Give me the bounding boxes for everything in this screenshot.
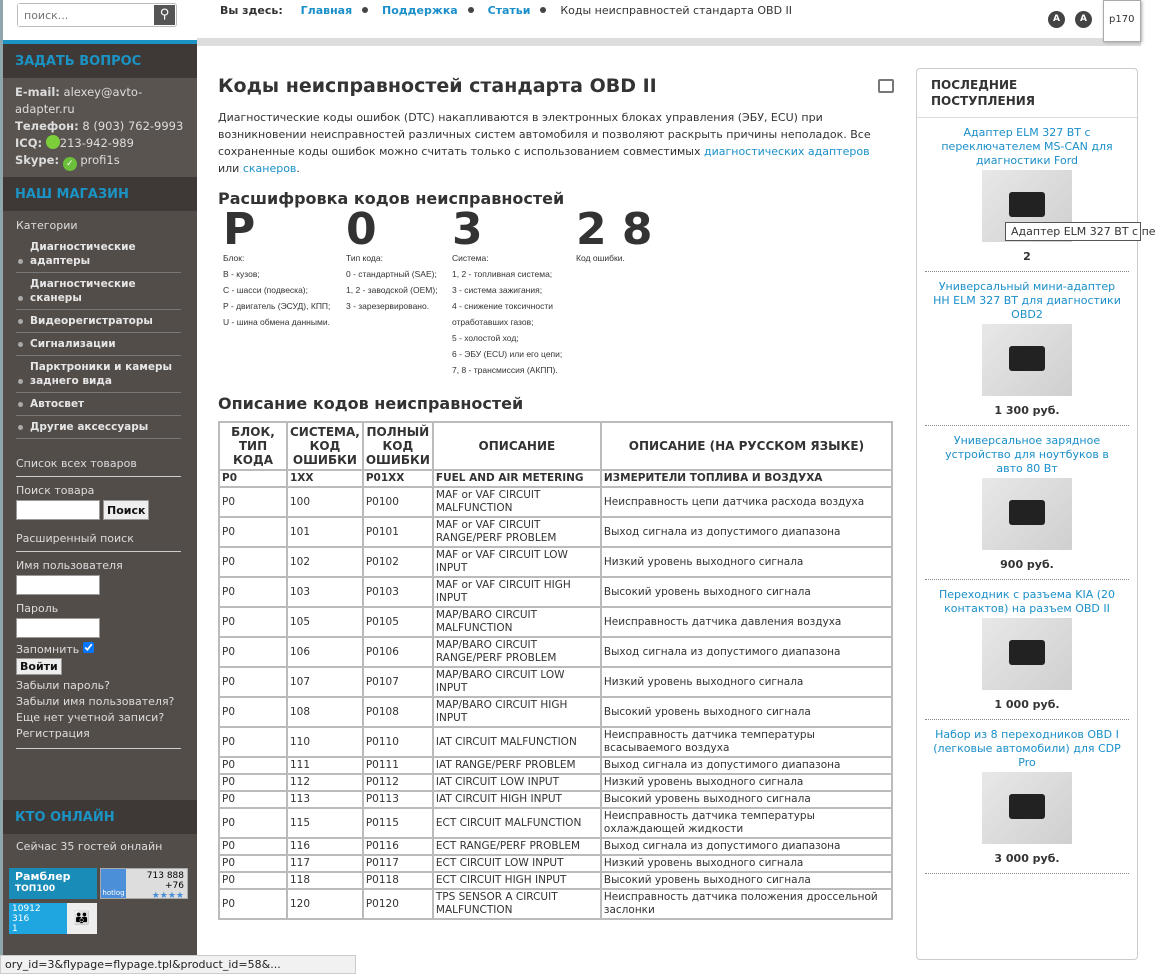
decode-line: Код ошибки. <box>576 253 625 263</box>
code-decode <box>218 204 894 382</box>
table-cell: Низкий уровень выходного сигнала <box>601 667 892 697</box>
table-row <box>219 774 892 791</box>
table-cell: IAT CIRCUIT HIGH INPUT <box>433 791 601 808</box>
table-cell: MAP/BARO CIRCUIT RANGE/PERF PROBLEM <box>433 637 601 667</box>
breadcrumb: Вы здесь: Главная Поддержка Статьи Коды неисправностей стандарта OBD II <box>220 4 793 17</box>
table-row <box>219 547 892 577</box>
code-char: 0 <box>346 204 377 255</box>
table-cell: P0111 <box>363 757 433 774</box>
table-cell: P0106 <box>363 637 433 667</box>
table-cell: IAT CIRCUIT MALFUNCTION <box>433 727 601 757</box>
decode-line: C - шасси (подвеска); <box>223 285 309 295</box>
forgot-password-link[interactable]: Забыли пароль? <box>16 679 110 692</box>
column-header: ОПИСАНИЕ (НА РУССКОМ ЯЗЫКЕ) <box>601 422 892 470</box>
article <box>218 75 894 920</box>
remember-checkbox[interactable] <box>83 642 94 653</box>
table-cell: 1XX <box>287 470 363 487</box>
latest-products <box>916 68 1138 960</box>
table-cell: P0116 <box>363 838 433 855</box>
email: alexey@avto-adapter.ru <box>15 85 143 116</box>
password-input[interactable] <box>16 618 100 638</box>
table-cell: ECT RANGE/PERF PROBLEM <box>433 838 601 855</box>
table-cell: P0 <box>219 607 287 637</box>
top-bar <box>197 0 1141 46</box>
table-cell: Неисправность датчика давления воздуха <box>601 607 892 637</box>
product-image[interactable] <box>982 478 1072 550</box>
category-item[interactable]: Парктроники и камеры заднего вида <box>16 356 181 393</box>
rambler-counter[interactable]: Рамблер ТОП100 <box>9 868 97 899</box>
table-cell: 102 <box>287 547 363 577</box>
decode-column <box>346 204 438 314</box>
table-cell: MAP/BARO CIRCUIT MALFUNCTION <box>433 607 601 637</box>
product-item <box>925 118 1129 272</box>
table-cell: P0 <box>219 637 287 667</box>
hotlog-counter[interactable]: hotlog 713 888 +76 ★★★★ <box>100 868 188 899</box>
remember-label: Запомнить <box>16 643 80 656</box>
table-cell: FUEL AND AIR METERING <box>433 470 601 487</box>
decode-line: 5 - холостой ход; <box>452 333 519 343</box>
table-row <box>219 838 892 855</box>
contacts: E-mail: alexey@avto-adapter.ru Телефон: 8 (903) 762-9993 ICQ: 213-942-989 Skype: ✓ profi1s <box>3 78 197 177</box>
no-account-text: Еще нет учетной записи? <box>16 711 165 724</box>
table-row <box>219 808 892 838</box>
search-input[interactable] <box>18 4 148 26</box>
table-cell: P0 <box>219 667 287 697</box>
table-cell: Высокий уровень выходного сигнала <box>601 872 892 889</box>
ask-heading: ЗАДАТЬ ВОПРОС <box>3 44 197 78</box>
product-search-button[interactable]: Поиск <box>103 500 149 520</box>
table-cell: P0108 <box>363 697 433 727</box>
table-cell: IAT RANGE/PERF PROBLEM <box>433 757 601 774</box>
skype-icon: ✓ <box>63 157 77 171</box>
liveinternet-counter[interactable]: 10912 316 1 👪 <box>9 903 97 934</box>
table-cell: P0 <box>219 697 287 727</box>
table-cell: 105 <box>287 607 363 637</box>
table-row <box>219 517 892 547</box>
table-cell: 115 <box>287 808 363 838</box>
table-cell: P0113 <box>363 791 433 808</box>
table-cell: P0120 <box>363 889 433 919</box>
table-cell: Выход сигнала из допустимого диапазона <box>601 517 892 547</box>
table-row <box>219 872 892 889</box>
decode-line: Тип кода: <box>346 253 383 263</box>
table-cell: P0100 <box>363 487 433 517</box>
table-cell: 110 <box>287 727 363 757</box>
product-price: 3 000 руб. <box>994 852 1060 865</box>
table-cell: P0 <box>219 855 287 872</box>
decode-line: 3 - зарезервировано. <box>346 301 430 311</box>
table-cell: 101 <box>287 517 363 547</box>
code-char: P <box>223 204 256 255</box>
table-cell: Неисправность датчика положения дроссельной заслонки <box>601 889 892 919</box>
table-cell: Низкий уровень выходного сигнала <box>601 855 892 872</box>
breadcrumb-home[interactable]: Главная <box>300 4 353 17</box>
table-row <box>219 577 892 607</box>
table-cell: Неисправность датчика температуры всасываемого воздуха <box>601 727 892 757</box>
category-item[interactable]: Диагностические адаптеры <box>16 236 181 273</box>
table-cell: MAP/BARO CIRCUIT HIGH INPUT <box>433 697 601 727</box>
table-cell: P0 <box>219 547 287 577</box>
category-item[interactable]: Сигнализации <box>16 333 181 356</box>
status-bar-url: ory_id=3&flypage=flypage.tpl&product_id=58&... <box>0 955 356 974</box>
product-tooltip: Адаптер ELM 327 BT с пе <box>1005 222 1141 241</box>
table-cell: P0 <box>219 487 287 517</box>
decode-line: 4 - снижение токсичности <box>452 301 553 311</box>
column-header: СИСТЕМА, КОД ОШИБКИ <box>287 422 363 470</box>
username-input[interactable] <box>16 575 100 595</box>
font-decrease-button[interactable]: A <box>1048 11 1065 28</box>
product-item <box>925 426 1129 580</box>
table-cell: MAP/BARO CIRCUIT LOW INPUT <box>433 667 601 697</box>
table-row <box>219 791 892 808</box>
decode-column <box>452 204 563 378</box>
decode-column <box>223 204 331 330</box>
table-cell: MAF or VAF CIRCUIT MALFUNCTION <box>433 487 601 517</box>
decode-line: отработавших газов; <box>452 317 534 327</box>
decode-line: Блок: <box>223 253 245 263</box>
decode-line: 0 - стандартный (SAE); <box>346 269 437 279</box>
table-cell: MAF or VAF CIRCUIT RANGE/PERF PROBLEM <box>433 517 601 547</box>
decode-line: 7, 8 - трансмиссия (АКПП). <box>452 365 558 375</box>
table-cell: P0 <box>219 838 287 855</box>
product-link[interactable]: Универсальный мини-адаптер HH ELM 327 BT для диагностики OBD2 <box>933 280 1121 321</box>
decode-line: 1, 2 - заводской (OEM); <box>346 285 438 295</box>
table-cell: P0 <box>219 791 287 808</box>
phone: 8 (903) 762-9993 <box>82 119 184 133</box>
column-header: ОПИСАНИЕ <box>433 422 601 470</box>
table-cell: P0 <box>219 872 287 889</box>
product-price: 2 <box>1023 250 1031 263</box>
table-row <box>219 667 892 697</box>
table-cell: P0102 <box>363 547 433 577</box>
decode-line: U - шина обмена данными. <box>223 317 330 327</box>
decode-line: P - двигатель (ЭСУД), КПП; <box>223 301 331 311</box>
table-cell: P0107 <box>363 667 433 697</box>
code-char: 3 <box>452 204 483 255</box>
category-item[interactable]: Видеорегистраторы <box>16 310 181 333</box>
advanced-search-link[interactable]: Расширенный поиск <box>16 532 181 552</box>
table-cell: 120 <box>287 889 363 919</box>
codes-table <box>218 421 893 920</box>
all-products-link[interactable]: Список всех товаров <box>16 457 181 477</box>
breadcrumb-support[interactable]: Поддержка <box>382 4 458 17</box>
table-cell: ECT CIRCUIT LOW INPUT <box>433 855 601 872</box>
table-cell: P0 <box>219 577 287 607</box>
username-label: Имя пользователя <box>16 559 123 572</box>
product-link[interactable]: Переходник с разъема KIA (20 контактов) на разъем OBD II <box>938 588 1116 615</box>
search-box <box>17 3 177 27</box>
page-title: Коды неисправностей стандарта OBD II <box>218 75 657 97</box>
forgot-username-link[interactable]: Забыли имя пользователя? <box>16 695 175 708</box>
product-image[interactable] <box>982 772 1072 844</box>
table-cell: Высокий уровень выходного сигнала <box>601 697 892 727</box>
product-price: 900 руб. <box>1000 558 1054 571</box>
left-sidebar <box>0 0 197 974</box>
decode-line: 1, 2 - топливная система; <box>452 269 553 279</box>
table-cell: ECT CIRCUIT HIGH INPUT <box>433 872 601 889</box>
product-link[interactable]: Универсальное зарядное устройство для ноутбуков в авто 80 Вт <box>945 434 1109 475</box>
table-cell: 107 <box>287 667 363 697</box>
password-label: Пароль <box>16 602 59 615</box>
product-image[interactable] <box>982 618 1072 690</box>
product-item <box>925 720 1129 874</box>
table-cell: TPS SENSOR A CIRCUIT MALFUNCTION <box>433 889 601 919</box>
adapters-link[interactable]: диагностических адаптеров <box>703 145 870 158</box>
table-cell: Высокий уровень выходного сигнала <box>601 577 892 607</box>
category-item[interactable]: Другие аксессуары <box>16 416 181 439</box>
table-cell: P0117 <box>363 855 433 872</box>
table-cell: MAF or VAF CIRCUIT LOW INPUT <box>433 547 601 577</box>
icq-icon <box>46 135 60 149</box>
table-cell: Выход сигнала из допустимого диапазона <box>601 757 892 774</box>
table-cell: Выход сигнала из допустимого диапазона <box>601 838 892 855</box>
table-cell: 103 <box>287 577 363 607</box>
online-text: Сейчас 35 гостей онлайн <box>16 840 163 853</box>
product-price: 1 300 руб. <box>994 404 1060 417</box>
product-search-input[interactable] <box>16 500 100 520</box>
table-cell: Выход сигнала из допустимого диапазона <box>601 637 892 667</box>
table-cell: P0101 <box>363 517 433 547</box>
category-item[interactable]: Диагностические сканеры <box>16 273 181 310</box>
breadcrumb-articles[interactable]: Статьи <box>487 4 531 17</box>
table-row <box>219 637 892 667</box>
register-link[interactable]: Регистрация <box>16 726 181 749</box>
product-price: 1 000 руб. <box>994 698 1060 711</box>
categories-label: Категории <box>16 219 78 232</box>
search-icon[interactable]: ⚲ <box>154 5 175 25</box>
table-row <box>219 727 892 757</box>
table-cell: 106 <box>287 637 363 667</box>
product-image[interactable] <box>982 324 1072 396</box>
decode-line: 3 - система зажигания; <box>452 285 543 295</box>
product-item <box>925 272 1129 426</box>
product-item <box>925 580 1129 720</box>
login-button[interactable]: Войти <box>16 658 62 675</box>
shop-module <box>3 211 197 757</box>
product-link[interactable]: Набор из 8 переходников OBD I (легковые автомобили) для CDP Pro <box>933 728 1121 769</box>
table-row <box>219 607 892 637</box>
table-cell: 108 <box>287 697 363 727</box>
people-icon: 👪 <box>67 903 97 934</box>
skype: profi1s <box>80 153 120 167</box>
print-icon[interactable] <box>878 79 894 93</box>
product-search-label: Поиск товара <box>16 484 95 497</box>
table-cell: P0 <box>219 757 287 774</box>
table-cell: Низкий уровень выходного сигнала <box>601 547 892 577</box>
table-cell: P0 <box>219 808 287 838</box>
table-row <box>219 697 892 727</box>
table-cell: P01XX <box>363 470 433 487</box>
column-header: БЛОК, ТИП КОДА <box>219 422 287 470</box>
table-cell: 118 <box>287 872 363 889</box>
table-row <box>219 855 892 872</box>
table-cell: Неисправность датчика температуры охлаждающей жидкости <box>601 808 892 838</box>
table-cell: P0 <box>219 727 287 757</box>
table-cell: ИЗМЕРИТЕЛИ ТОПЛИВА И ВОЗДУХА <box>601 470 892 487</box>
table-cell: P0112 <box>363 774 433 791</box>
decode-heading: Расшифровка кодов неисправностей <box>218 189 565 208</box>
shop-heading: НАШ МАГАЗИН <box>3 177 197 211</box>
decode-line: B - кузов; <box>223 269 260 279</box>
table-cell: Низкий уровень выходного сигнала <box>601 774 892 791</box>
table-cell: P0 <box>219 517 287 547</box>
decode-line: Система: <box>452 253 489 263</box>
intro-text: Диагностические коды ошибок (DTC) накапливаются в электронных блоках управления (ЭБУ, ECU) при возникновении неисправностей различных систем автомобиля и позволяют раскрыть причины неполадок. Все сохраненные коды ошибок можно считать только с использованием совместимых диагностических адаптеров или сканеров. <box>218 111 871 175</box>
column-header: ПОЛНЫЙ КОД ОШИБКИ <box>363 422 433 470</box>
table-cell: IAT CIRCUIT LOW INPUT <box>433 774 601 791</box>
table-row <box>219 470 892 487</box>
table-cell: P0118 <box>363 872 433 889</box>
table-cell: P0 <box>219 470 287 487</box>
table-row <box>219 487 892 517</box>
decode-line: 6 - ЭБУ (ECU) или его цепи; <box>452 349 563 359</box>
table-cell: 111 <box>287 757 363 774</box>
table-cell: 117 <box>287 855 363 872</box>
table-cell: P0 <box>219 774 287 791</box>
font-increase-button[interactable]: A <box>1075 11 1092 28</box>
scanners-link[interactable]: сканеров <box>242 162 297 175</box>
table-cell: ECT CIRCUIT MALFUNCTION <box>433 808 601 838</box>
table-cell: P0110 <box>363 727 433 757</box>
table-cell: 116 <box>287 838 363 855</box>
tooltip: p170 <box>1103 0 1141 42</box>
category-list <box>16 236 184 439</box>
table-heading: Описание кодов неисправностей <box>218 394 524 413</box>
table-cell: P0105 <box>363 607 433 637</box>
table-cell: P0115 <box>363 808 433 838</box>
table-cell: Неисправность цепи датчика расхода воздуха <box>601 487 892 517</box>
table-cell: Высокий уровень выходного сигнала <box>601 791 892 808</box>
table-cell: P0103 <box>363 577 433 607</box>
icq: 213-942-989 <box>59 136 134 150</box>
decode-column <box>576 204 653 266</box>
table-cell: 112 <box>287 774 363 791</box>
table-cell: 100 <box>287 487 363 517</box>
latest-heading: ПОСЛЕДНИЕ ПОСТУПЛЕНИЯ <box>917 69 1137 118</box>
product-link[interactable]: Адаптер ELM 327 BT с переключателем MS-CAN для диагностики Ford <box>941 126 1113 167</box>
table-row <box>219 757 892 774</box>
online-heading: КТО ОНЛАЙН <box>3 800 197 834</box>
category-item[interactable]: Автосвет <box>16 393 181 416</box>
table-cell: P0 <box>219 889 287 919</box>
table-row <box>219 889 892 919</box>
code-char: 2 8 <box>576 204 653 255</box>
breadcrumb-current: Коды неисправностей стандарта OBD II <box>560 4 793 17</box>
table-cell: 113 <box>287 791 363 808</box>
table-cell: MAF or VAF CIRCUIT HIGH INPUT <box>433 577 601 607</box>
